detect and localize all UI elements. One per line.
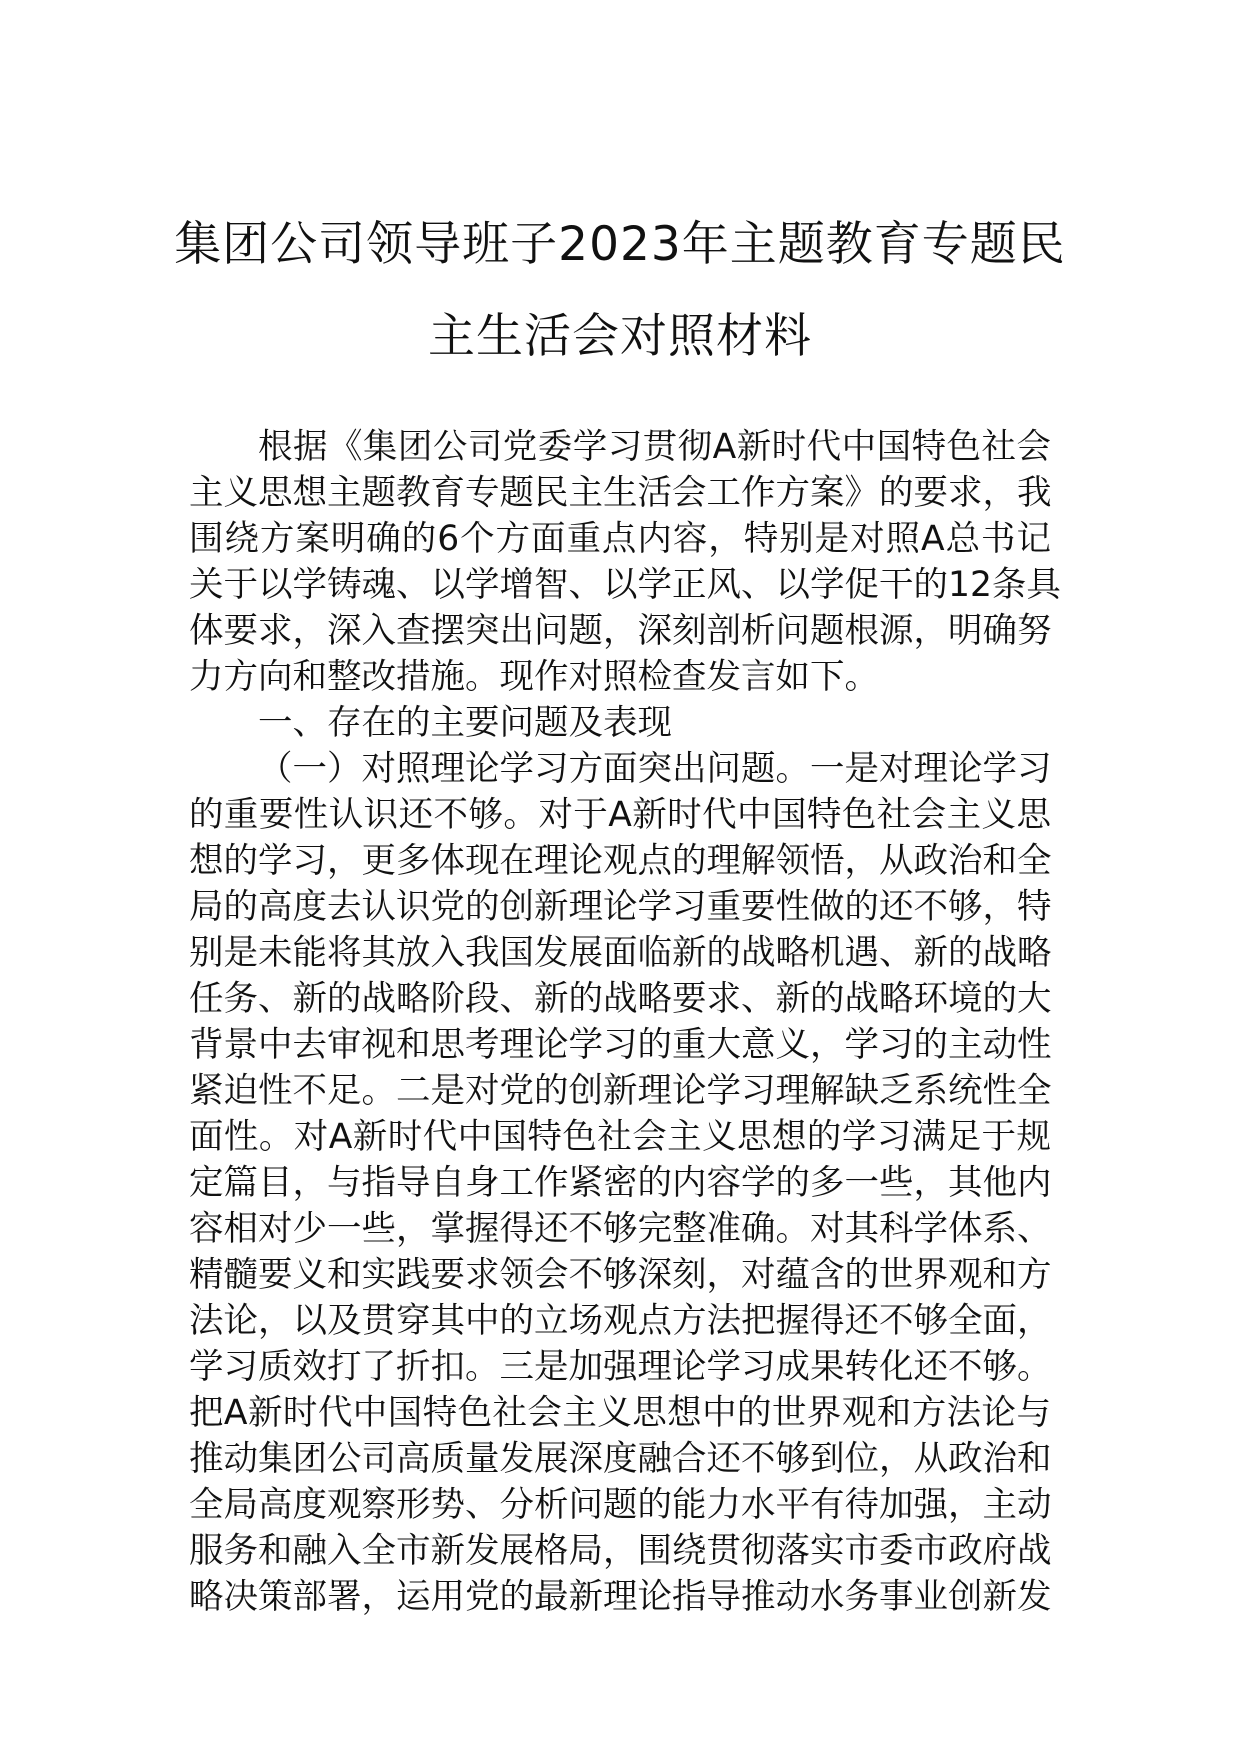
paragraph-1-line-5: 体要求，深入查摆突出问题，深刻剖析问题根源，明确努 <box>189 611 1052 651</box>
paragraph-2-line-6: 任务、新的战略阶段、新的战略要求、新的战略环境的大 <box>189 979 1052 1019</box>
paragraph-2-line-2: 的重要性认识还不够。对于A新时代中国特色社会主义思 <box>189 795 1051 835</box>
paragraph-1-line-6: 力方向和整改措施。现作对照检查发言如下。 <box>189 657 879 697</box>
paragraph-2-line-18: 服务和融入全市新发展格局，围绕贯彻落实市委市政府战 <box>189 1531 1052 1571</box>
paragraph-2-line-19: 略决策部署，运用党的最新理论指导推动水务事业创新发 <box>189 1577 1052 1617</box>
paragraph-2-line-14: 学习质效打了折扣。三是加强理论学习成果转化还不够。 <box>189 1347 1052 1387</box>
paragraph-2-line-15: 把A新时代中国特色社会主义思想中的世界观和方法论与 <box>189 1393 1051 1433</box>
paragraph-1-line-4: 关于以学铸魂、以学增智、以学正风、以学促干的12条具 <box>189 565 1061 605</box>
paragraph-2-line-5: 别是未能将其放入我国发展面临新的战略机遇、新的战略 <box>189 933 1052 973</box>
paragraph-2-line-3: 想的学习，更多体现在理论观点的理解领悟，从政治和全 <box>189 841 1052 881</box>
paragraph-2-line-11: 容相对少一些，掌握得还不够完整准确。对其科学体系、 <box>189 1209 1052 1249</box>
paragraph-2-line-13: 法论，以及贯穿其中的立场观点方法把握得还不够全面， <box>189 1301 1052 1341</box>
paragraph-2-line-8: 紧迫性不足。二是对党的创新理论学习理解缺乏系统性全 <box>189 1071 1052 1111</box>
paragraph-2-line-17: 全局高度观察形势、分析问题的能力水平有待加强，主动 <box>189 1485 1052 1525</box>
paragraph-2-line-4: 局的高度去认识党的创新理论学习重要性做的还不够，特 <box>189 887 1052 927</box>
section-heading-1: 一、存在的主要问题及表现 <box>258 703 672 743</box>
paragraph-2-line-1: （一）对照理论学习方面突出问题。一是对理论学习 <box>258 749 1052 789</box>
paragraph-1-line-1: 根据《集团公司党委学习贯彻A新时代中国特色社会 <box>258 427 1051 467</box>
paragraph-2-line-7: 背景中去审视和思考理论学习的重大意义，学习的主动性 <box>189 1025 1052 1065</box>
paragraph-2-line-9: 面性。对A新时代中国特色社会主义思想的学习满足于规 <box>189 1117 1051 1157</box>
paragraph-2-line-10: 定篇目，与指导自身工作紧密的内容学的多一些，其他内 <box>189 1163 1052 1203</box>
paragraph-2-line-12: 精髓要义和实践要求领会不够深刻，对蕴含的世界观和方 <box>189 1255 1052 1295</box>
paragraph-1-line-2: 主义思想主题教育专题民主生活会工作方案》的要求，我 <box>189 473 1052 513</box>
document-title-line-2: 主生活会对照材料 <box>428 309 812 364</box>
paragraph-2-line-16: 推动集团公司高质量发展深度融合还不够到位，从政治和 <box>189 1439 1052 1479</box>
document-title-line-1: 集团公司领导班子2023年主题教育专题民 <box>174 217 1066 272</box>
paragraph-1-line-3: 围绕方案明确的6个方面重点内容，特别是对照A总书记 <box>189 519 1051 559</box>
